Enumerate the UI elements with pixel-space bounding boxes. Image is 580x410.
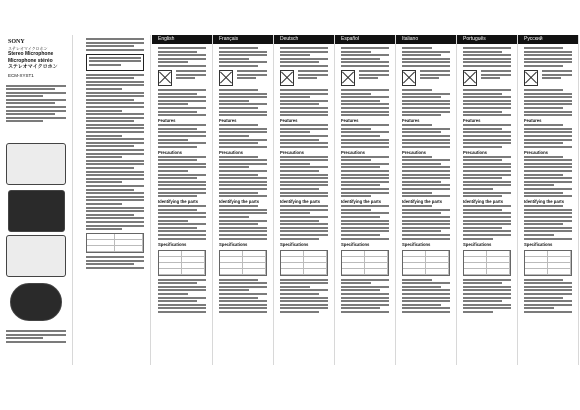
windscreen-figure (10, 283, 62, 321)
warning-box (86, 54, 144, 71)
product-title-3: ステレオマイクロホン (8, 64, 58, 70)
column-heading: Italiano (396, 35, 456, 44)
manual-sheet (0, 35, 580, 365)
japanese-title: ステレオマイクロホン (8, 46, 48, 51)
section-heading: Features (463, 118, 481, 124)
spec-table (86, 233, 144, 253)
section-heading: Specifications (402, 241, 431, 247)
column-text (335, 44, 395, 318)
recycle-bin-icon (524, 70, 538, 86)
column-text (152, 44, 212, 318)
recycle-bin-icon (463, 70, 477, 86)
recycle-bin-icon (219, 70, 233, 86)
spec-table (524, 250, 572, 276)
section-heading: Features (280, 118, 298, 124)
recycle-bin-icon (341, 70, 355, 86)
section-heading: Identifying the parts (524, 199, 565, 205)
model-number: ECM-XYST1 (8, 72, 34, 78)
weee-icon-row (158, 70, 206, 86)
column-heading: Français (213, 35, 273, 44)
language-column (518, 35, 579, 365)
section-heading: Features (158, 118, 176, 124)
section-heading: Specifications (463, 241, 492, 247)
column-text (213, 44, 273, 318)
section-heading: Precautions (158, 149, 182, 155)
column-heading: Deutsch (274, 35, 334, 44)
language-column (396, 35, 457, 365)
language-column (457, 35, 518, 365)
section-heading: Precautions (219, 149, 243, 155)
weee-icon-row (463, 70, 511, 86)
weee-icon-row (402, 70, 450, 86)
section-heading: Identifying the parts (280, 199, 321, 205)
section-heading: Precautions (463, 149, 487, 155)
weee-icon-row (280, 70, 328, 86)
section-heading: Specifications (158, 241, 187, 247)
section-heading: Features (402, 118, 420, 124)
section-heading: Precautions (402, 149, 426, 155)
mic-figure (6, 143, 66, 185)
section-heading: Specifications (524, 241, 553, 247)
column-text (396, 44, 456, 318)
section-heading: Specifications (341, 241, 370, 247)
spec-table (158, 250, 206, 276)
section-heading: Specifications (219, 241, 248, 247)
spec-table (341, 250, 389, 276)
camera-figure (8, 190, 65, 232)
section-heading: Specifications (280, 241, 309, 247)
japanese-text (80, 35, 150, 273)
product-title-2: Microphone stéréo (8, 57, 53, 64)
language-column (213, 35, 274, 365)
mount-figure (6, 235, 66, 277)
section-heading: Precautions (280, 149, 304, 155)
language-column (152, 35, 213, 365)
section-heading: Identifying the parts (219, 199, 260, 205)
brand-logo: SONY (8, 39, 25, 45)
cover-text (0, 82, 72, 128)
section-heading: Identifying the parts (341, 199, 382, 205)
column-heading: English (152, 35, 212, 44)
spec-table (402, 250, 450, 276)
cover-footer (0, 327, 72, 347)
column-text (274, 44, 334, 318)
language-column (335, 35, 396, 365)
product-title-1: Stereo Microphone (8, 51, 54, 57)
section-heading: Identifying the parts (158, 199, 199, 205)
spec-table (280, 250, 328, 276)
column-text (457, 44, 517, 318)
weee-icon-row (341, 70, 389, 86)
recycle-bin-icon (158, 70, 172, 86)
section-heading: Identifying the parts (402, 199, 443, 205)
section-heading: Precautions (524, 149, 548, 155)
column-heading: Español (335, 35, 395, 44)
japanese-panel (80, 35, 151, 365)
section-heading: Features (341, 118, 359, 124)
section-heading: Identifying the parts (463, 199, 504, 205)
weee-icon-row (219, 70, 267, 86)
column-text (518, 44, 578, 318)
cover-panel (0, 35, 73, 365)
section-heading: Features (219, 118, 237, 124)
column-heading: Русский (518, 35, 578, 44)
spec-table (219, 250, 267, 276)
language-column (274, 35, 335, 365)
column-heading: Português (457, 35, 517, 44)
section-heading: Precautions (341, 149, 365, 155)
recycle-bin-icon (280, 70, 294, 86)
spec-table (463, 250, 511, 276)
weee-icon-row (524, 70, 572, 86)
recycle-bin-icon (402, 70, 416, 86)
section-heading: Features (524, 118, 542, 124)
